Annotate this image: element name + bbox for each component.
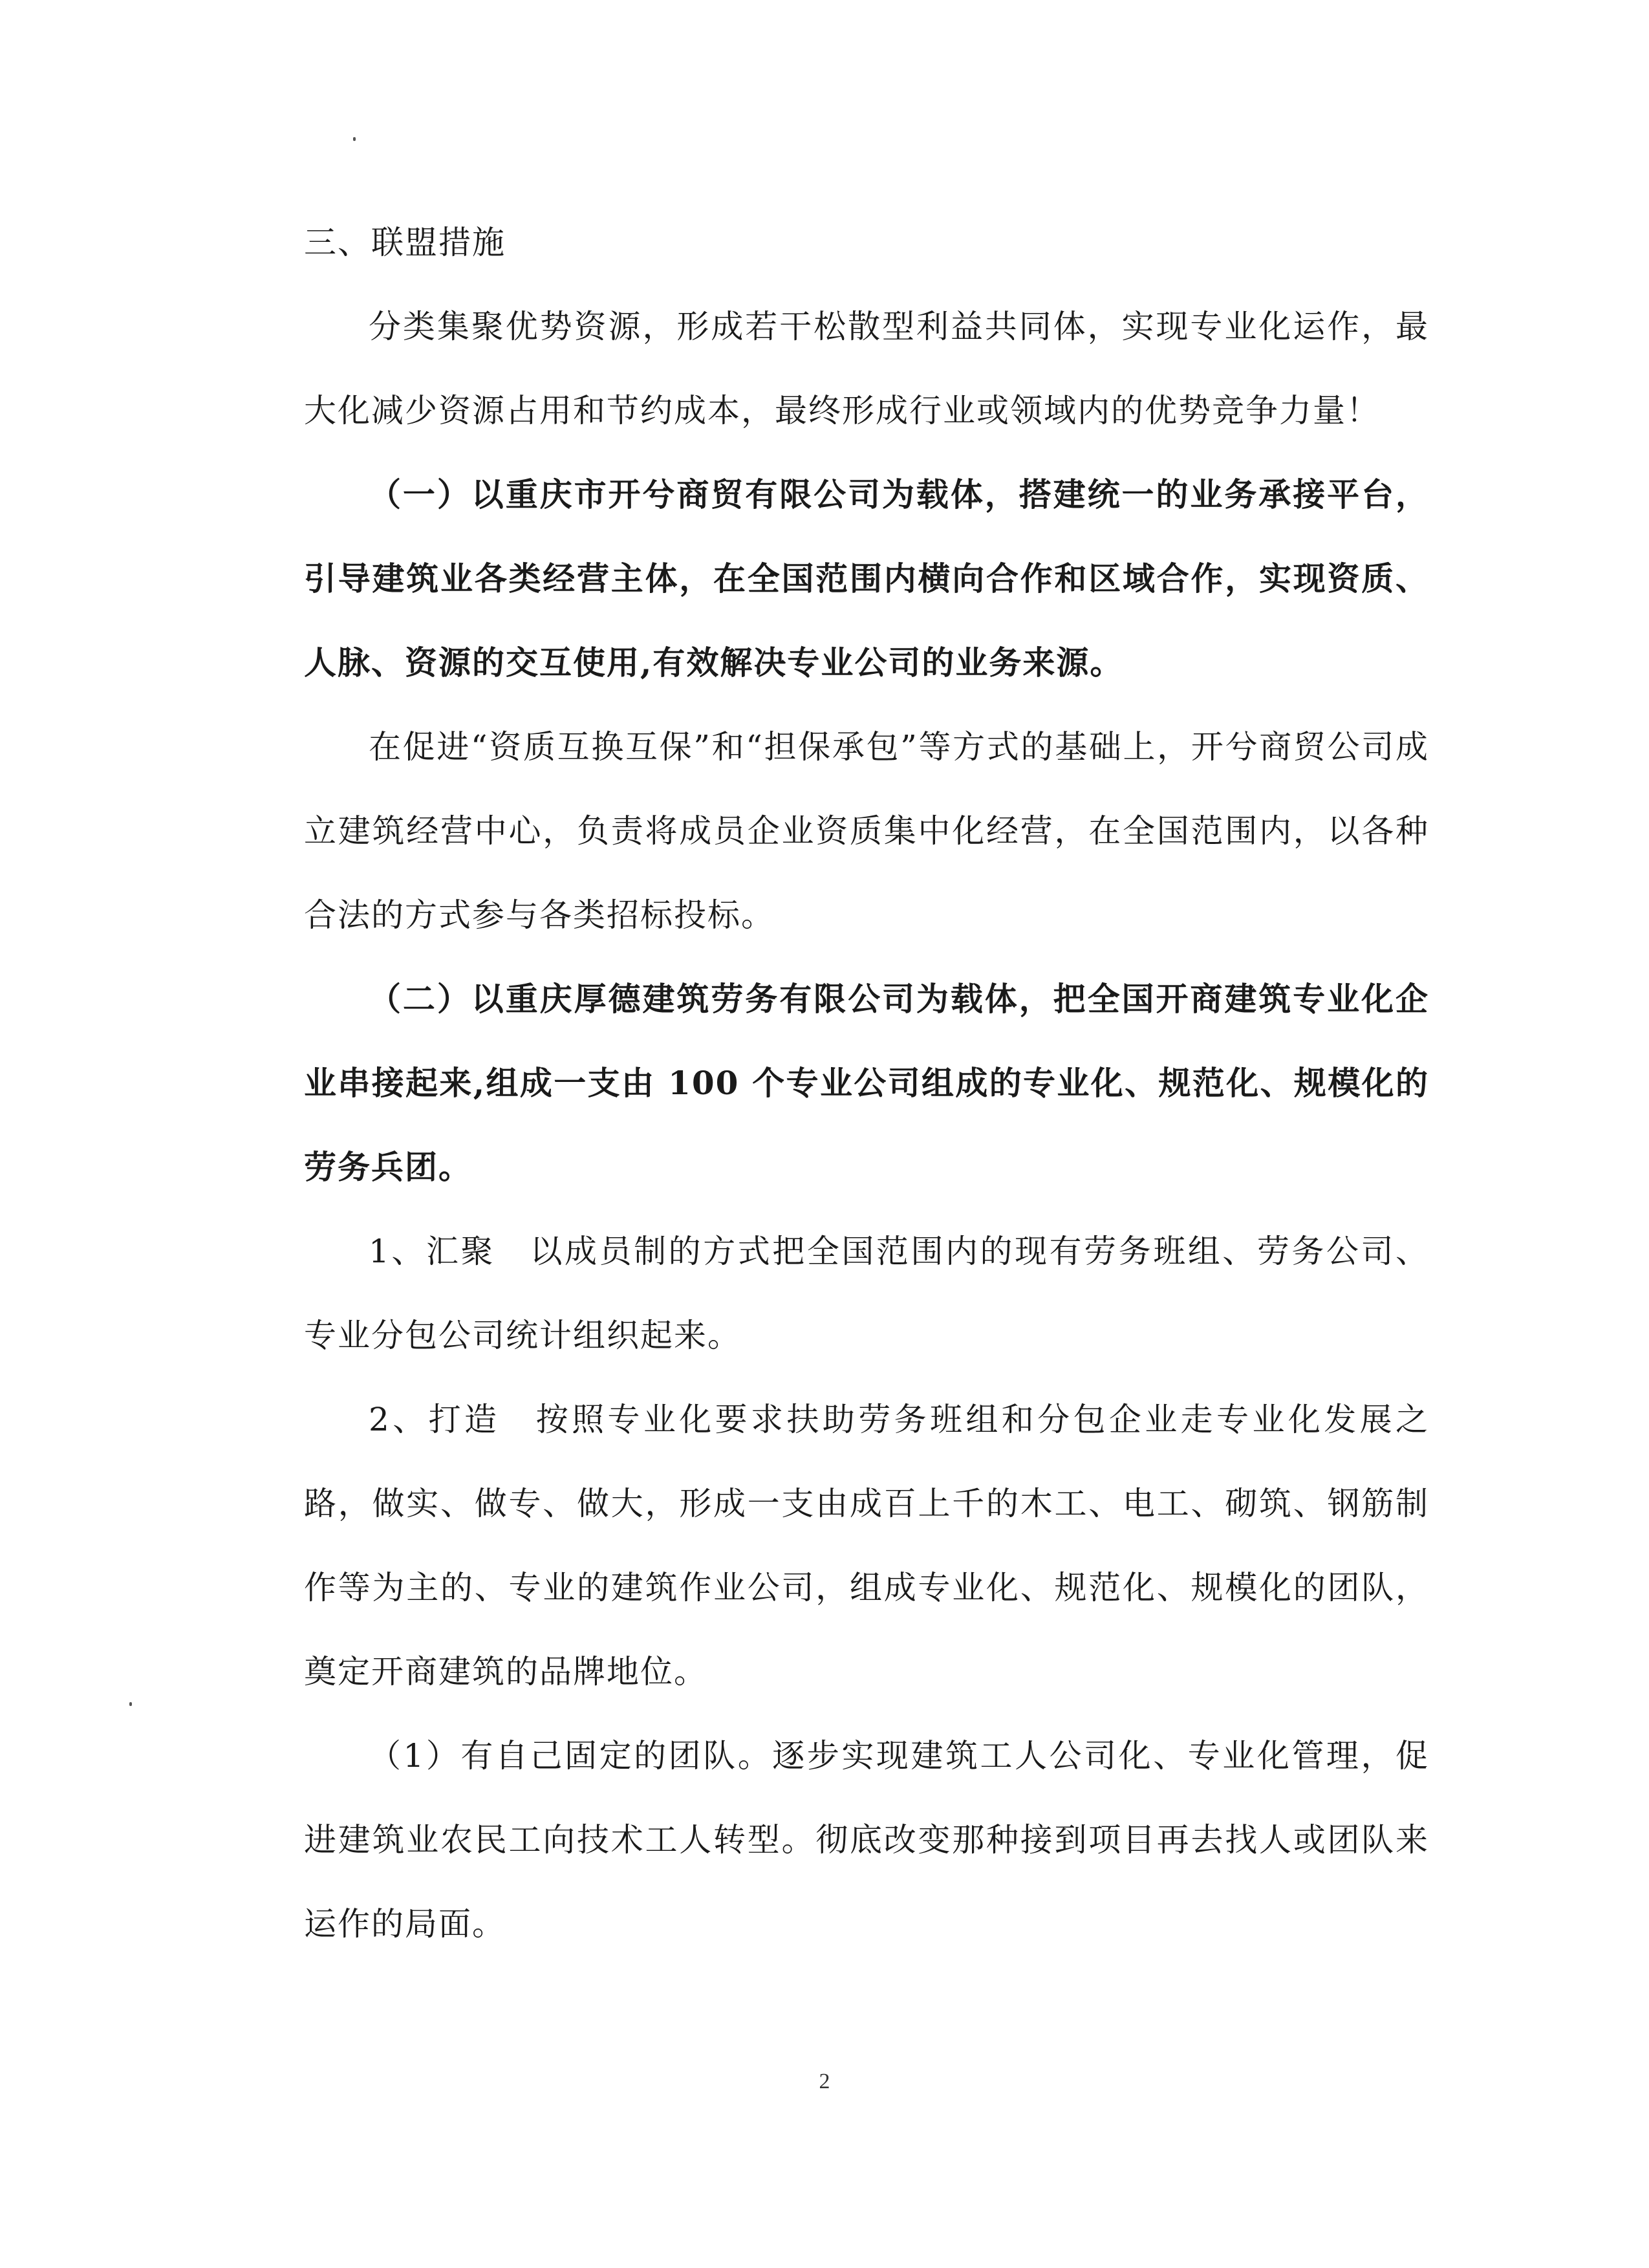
page-number: 2	[819, 2069, 830, 2093]
paragraph-1: 分类集聚优势资源，形成若干松散型利益共同体，实现专业化运作，最大化减少资源占用和节约成本，最终形成行业或领域内的优势竞争力量！	[304, 308, 1429, 429]
paragraph-6: 2、打造 按照专业化要求扶助劳务班组和分包企业走专业化发展之路，做实、做专、做大，形成一支由成百上千的木工、电工、砌筑、钢筋制作等为主的、专业的建筑作业公司，组成专业化、规范化、规模化的团队，奠定开商建筑的品牌地位。	[304, 1401, 1429, 1690]
document-body	[304, 200, 1429, 1966]
paragraph-3: 在促进“资质互换互保”和“担保承包”等方式的基础上，开兮商贸公司成立建筑经营中心，负责将成员企业资质集中化经营，在全国范围内，以各种合法的方式参与各类招标投标。	[304, 728, 1429, 934]
paragraph-5: 1、汇聚 以成员制的方式把全国范围内的现有劳务班组、劳务公司、专业分包公司统计组织起来。	[304, 1233, 1429, 1354]
paragraph-2-bold: （一）以重庆市开兮商贸有限公司为载体，搭建统一的业务承接平台，引导建筑业各类经营主体，在全国范围内横向合作和区域合作，实现资质、人脉、资源的交互使用,有效解决专业公司的业务来源。	[304, 475, 1429, 682]
scan-speck	[129, 1702, 132, 1706]
paragraph-4-bold: （二）以重庆厚德建筑劳务有限公司为载体，把全国开商建筑专业化企业串接起来,组成一支由 100 个专业公司组成的专业化、规范化、规模化的劳务兵团。	[304, 980, 1429, 1186]
scan-speck	[353, 137, 356, 141]
section-heading: 三、联盟措施	[304, 224, 506, 261]
paragraph-7: （1）有自己固定的团队。逐步实现建筑工人公司化、专业化管理，促进建筑业农民工向技术工人转型。彻底改变那种接到项目再去找人或团队来运作的局面。	[304, 1737, 1429, 1943]
